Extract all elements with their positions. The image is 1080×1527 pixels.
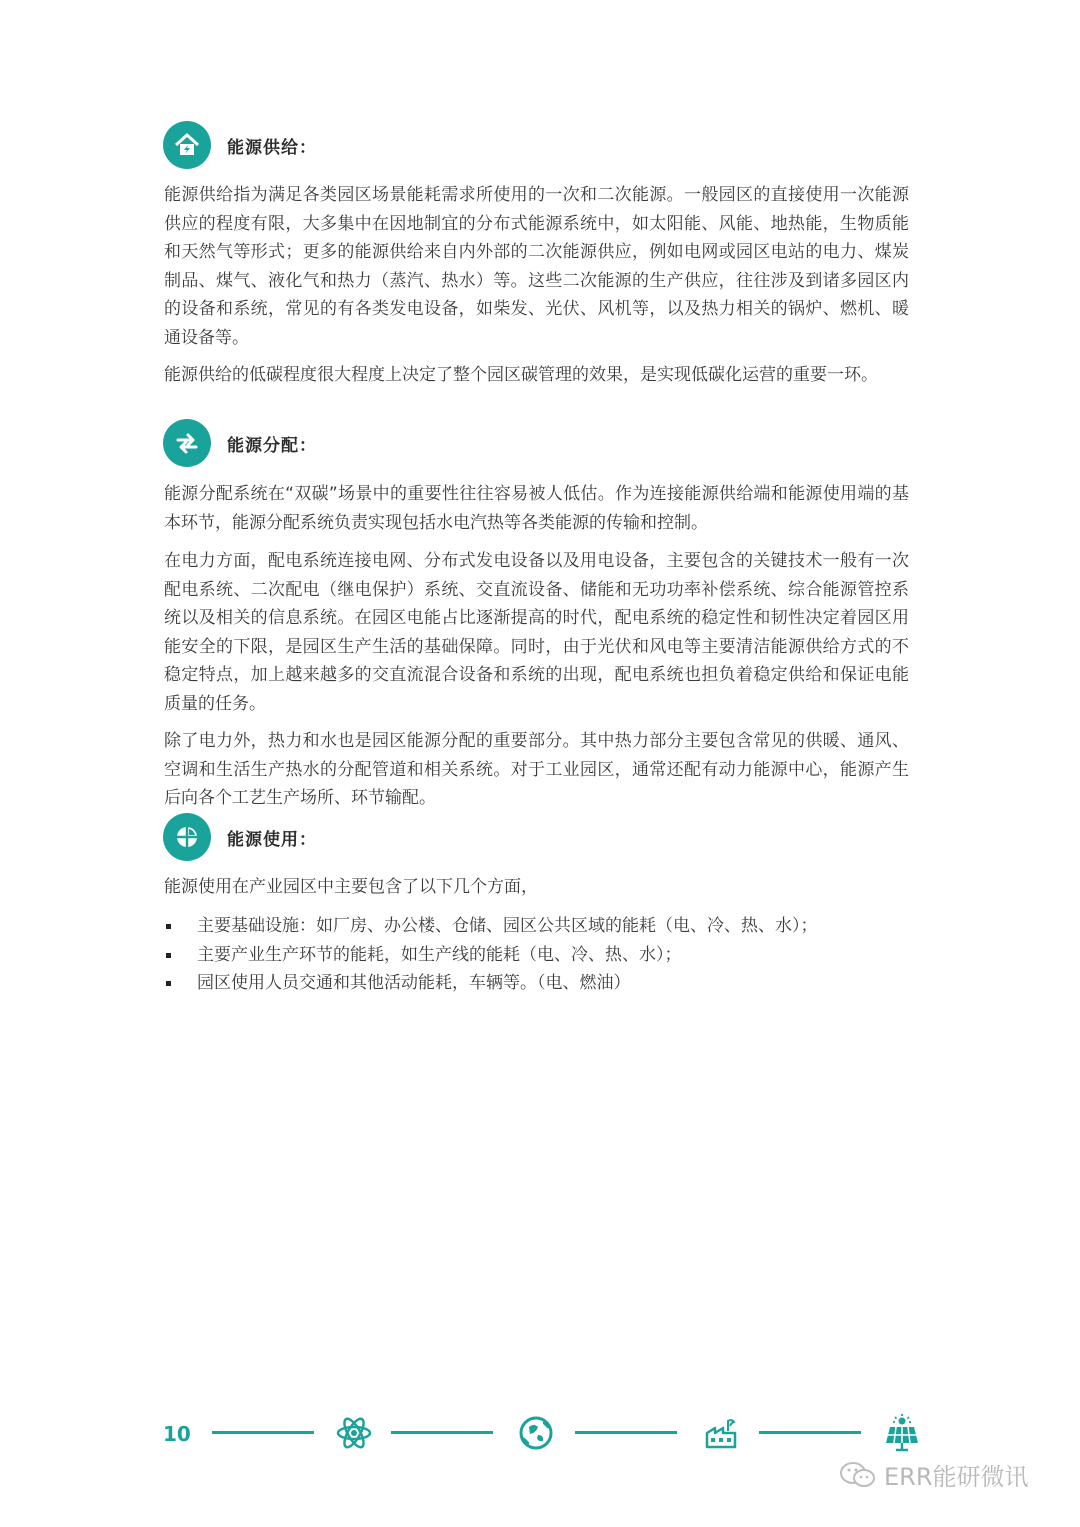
- paragraph-usage-intro: 能源使用在产业园区中主要包含了以下几个方面，: [164, 877, 538, 897]
- list-item: [164, 969, 909, 998]
- pie-chart-icon: [163, 813, 211, 861]
- list-item: [164, 941, 909, 970]
- atom-icon: [334, 1413, 374, 1453]
- paragraph-supply-2: 能源供给的低碳程度很大程度上决定了整个园区碳管理的效果，是实现低碳化运营的重要一环。: [164, 365, 878, 385]
- usage-bullet-list: [164, 912, 909, 998]
- list-item-text: 主要产业生产环节的能耗，如生产线的能耗（电、冷、热、水）；: [197, 944, 682, 965]
- section-title-distribution: 能源分配：: [227, 435, 317, 456]
- house-energy-icon: [163, 121, 211, 169]
- paragraph-distribution-1: 能源分配系统在“双碳”场景中的重要性往往容易被人低估。作为连接能源供给端和能源使用端的基本环节，能源分配系统负责实现包括水电汽热等各类能源的传输和控制。: [164, 484, 909, 533]
- wechat-icon: [838, 1460, 878, 1490]
- footer-divider: [759, 1431, 861, 1434]
- paragraph-distribution-3: 除了电力外，热力和水也是园区能源分配的重要部分。其中热力部分主要包含常见的供暖、通风、空调和生活生产热水的分配管道和相关系统。对于工业园区，通常还配有动力能源中心，能源产生后向各个工艺生产场所、环节输配。: [164, 731, 909, 808]
- solar-panel-icon: [882, 1413, 922, 1453]
- section-title-usage: 能源使用：: [227, 829, 317, 850]
- bullet-icon: [166, 924, 171, 929]
- bullet-icon: [166, 981, 171, 986]
- section-header-supply: [163, 121, 317, 169]
- factory-icon: [701, 1413, 741, 1453]
- list-item: [164, 912, 909, 941]
- section-header-usage: [163, 813, 317, 861]
- list-item-text: 园区使用人员交通和其他活动能耗，车辆等。（电、燃油）: [197, 973, 631, 993]
- paragraph-distribution-2: 在电力方面，配电系统连接电网、分布式发电设备以及用电设备，主要包含的关键技术一般有一次配电系统、二次配电（继电保护）系统、交直流设备、储能和无功功率补偿系统、综合能源管控系统以及相关的信息系统。在园区电能占比逐渐提高的时代，配电系统的稳定性和韧性决定着园区用能安全的下限，是园区生产生活的基础保障。同时，由于光伏和风电等主要清洁能源供给方式的不稳定特点，加上越来越多的交直流混合设备和系统的出现，配电系统也担负着稳定供给和保证电能质量的任务。: [164, 551, 909, 714]
- page-number: 10: [163, 1422, 191, 1446]
- footer-divider: [575, 1431, 677, 1434]
- footer-divider: [212, 1431, 314, 1434]
- globe-recycle-icon: [516, 1413, 556, 1453]
- section-header-distribution: [163, 419, 317, 467]
- wechat-watermark: [838, 1457, 1029, 1492]
- page-footer: [0, 1405, 1080, 1465]
- footer-divider: [391, 1431, 493, 1434]
- section-title-supply: 能源供给：: [227, 137, 317, 158]
- paragraph-supply-1: 能源供给指为满足各类园区场景能耗需求所使用的一次和二次能源。一般园区的直接使用一次能源供应的程度有限，大多集中在因地制宜的分布式能源系统中，如太阳能、风能、地热能，生物质能和天然气等形式；更多的能源供给来自内外部的二次能源供应，例如电网或园区电站的电力、煤炭制品、煤气、液化气和热力（蒸汽、热水）等。这些二次能源的生产供应，往往涉及到诸多园区内的设备和系统，常见的有各类发电设备，如柴发、光伏、风机等，以及热力相关的锅炉、燃机、暖通设备等。: [164, 185, 909, 348]
- list-item-text: 主要基础设施：如厂房、办公楼、仓储、园区公共区域的能耗（电、冷、热、水）；: [197, 916, 818, 936]
- watermark-text: ERR能研微讯: [884, 1463, 1029, 1491]
- bullet-icon: [166, 953, 171, 958]
- exchange-arrows-icon: [163, 419, 211, 467]
